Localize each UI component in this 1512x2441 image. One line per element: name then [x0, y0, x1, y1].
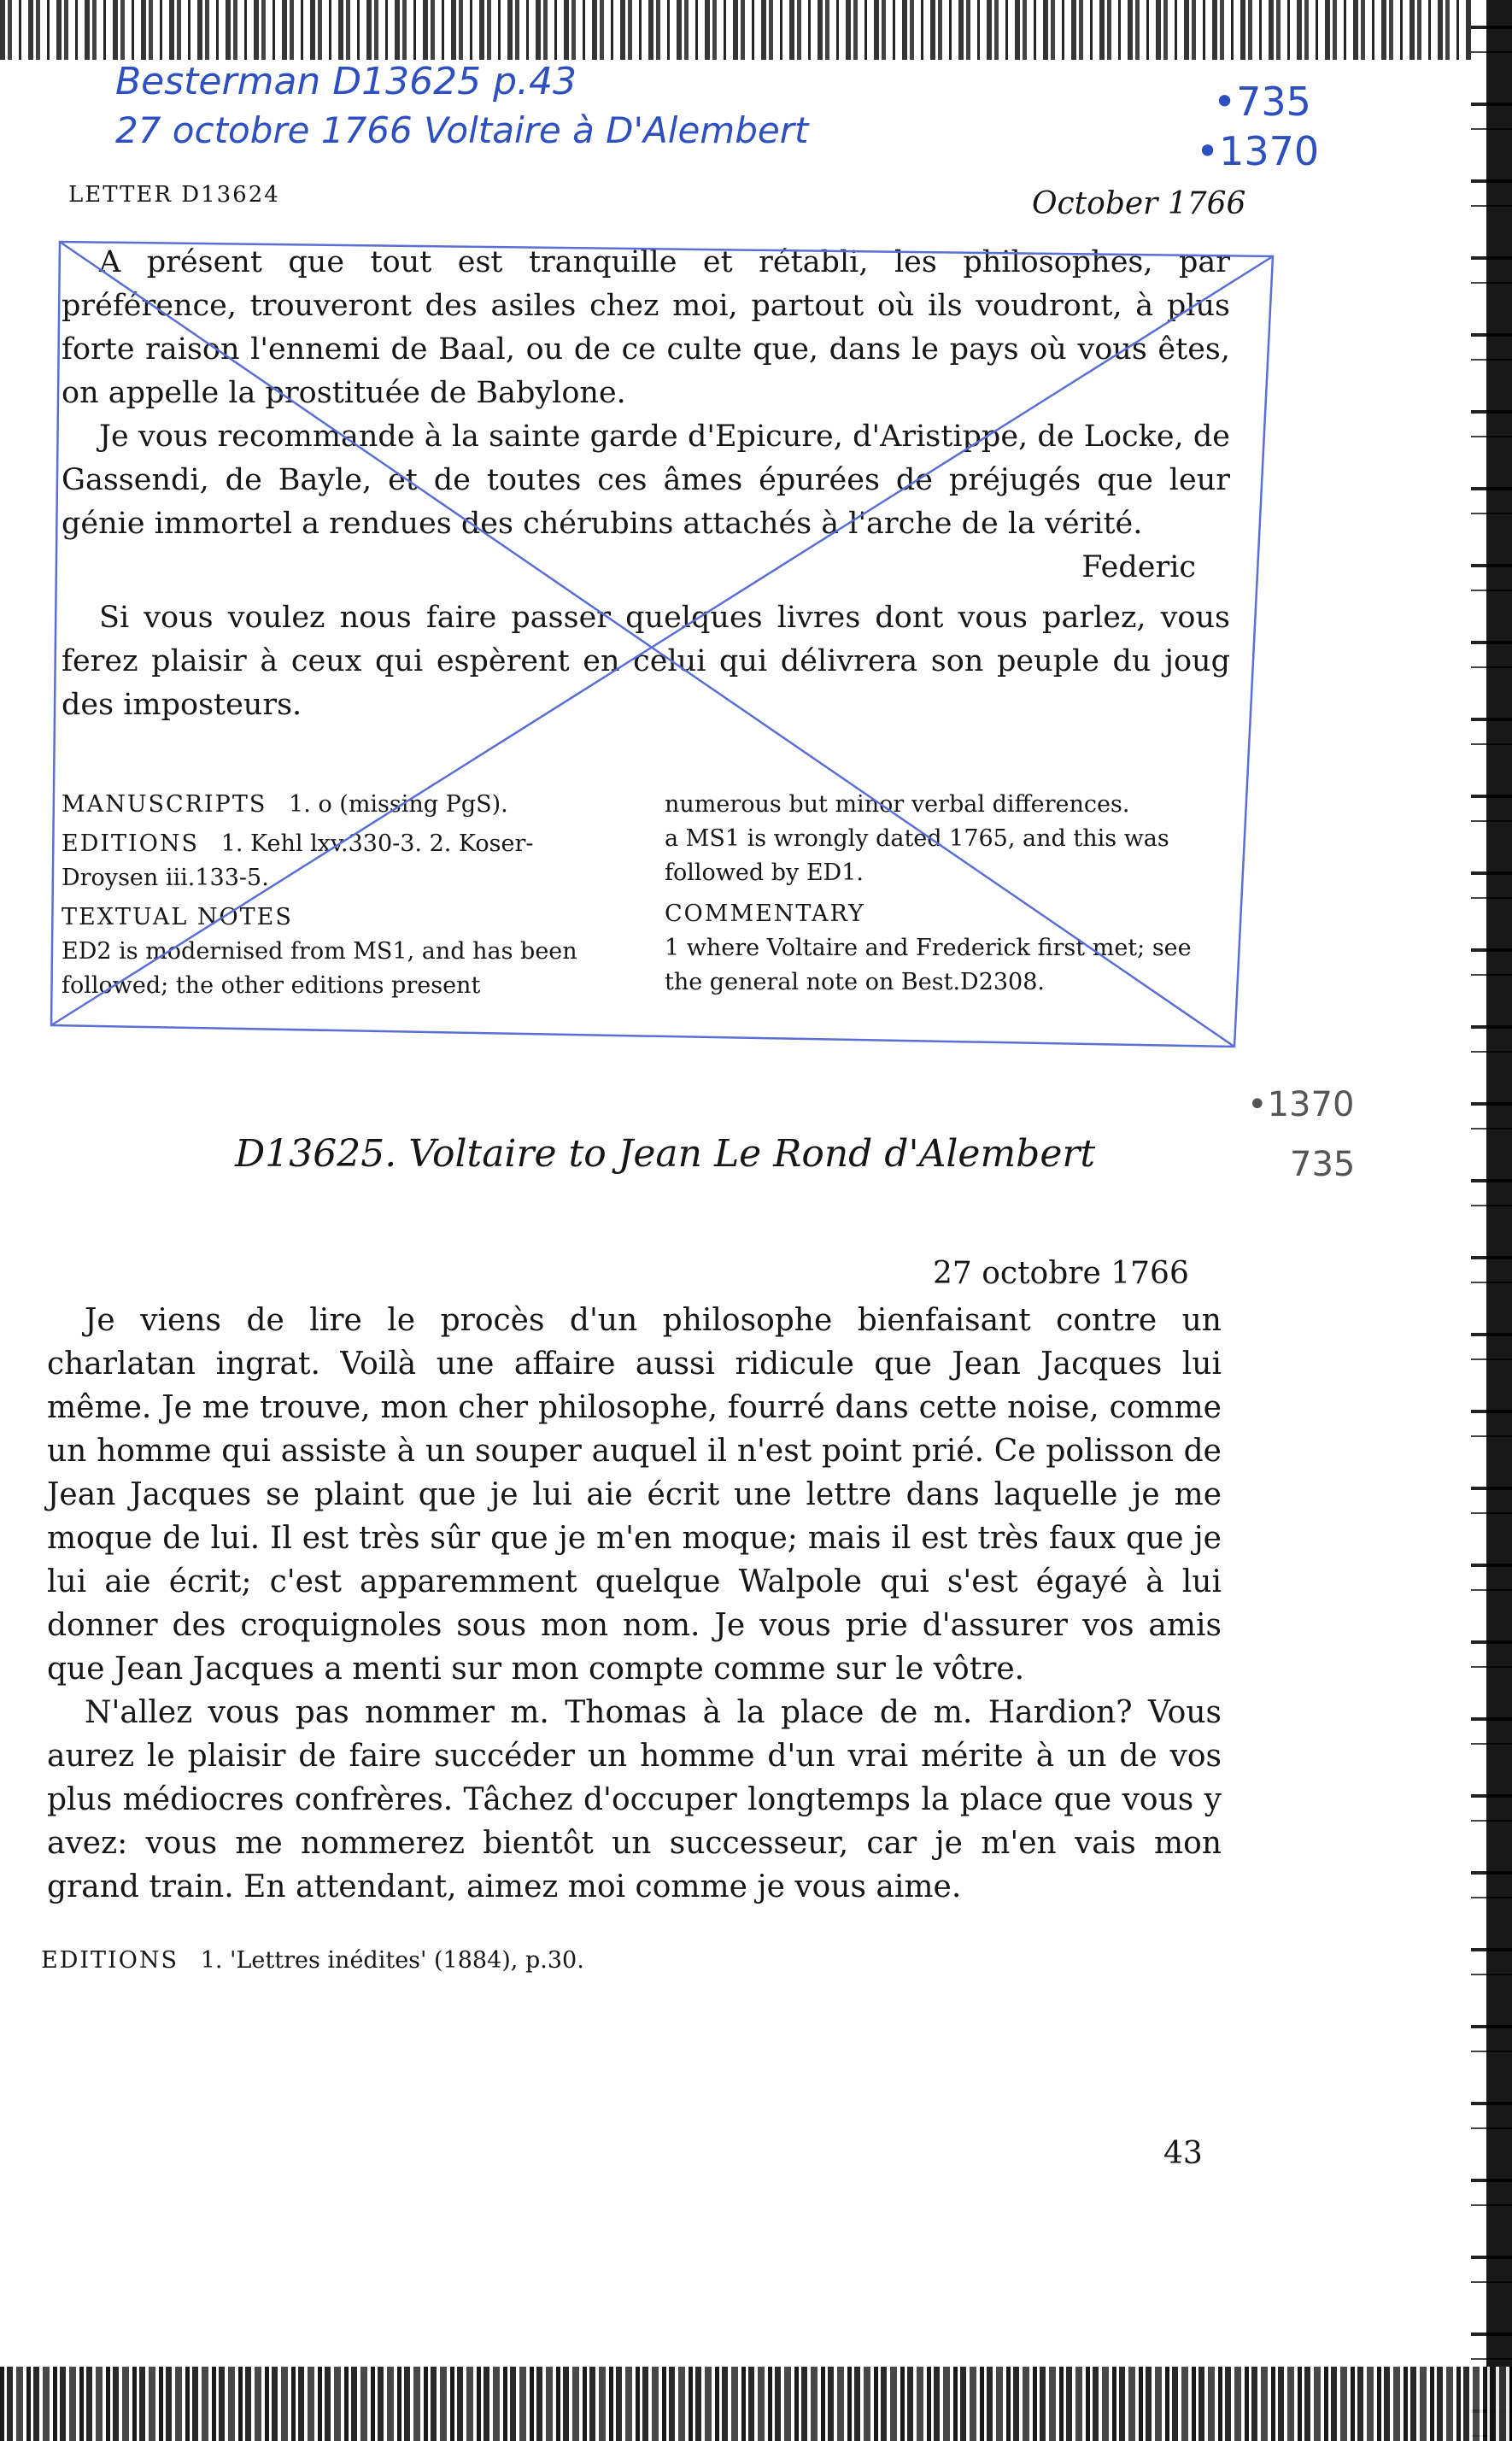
- previous-letter-postscript: Si vous voulez nous faire passer quelques livres dont vous parlez, vous ferez plaisir à ceux qui espèrent en celui qui délivrera son peuple du joug des imposteurs.: [62, 601, 1230, 722]
- editions-label: EDITIONS: [62, 830, 199, 857]
- annotation-date: 27 octobre 1766 Voltaire à D'Alembert: [115, 109, 809, 151]
- textual-notes-text: ED2 is modernised from MS1, and has been followed; the other editions present: [62, 938, 577, 999]
- main-letter-paragraph-1: Je viens de lire le procès d'un philosophe bienfaisant contre un charlatan ingrat. Voilà une affaire aussi ridicule que Jean Jacques lui même. Je me trouve, mon cher philosophe, fourré dans cette noise, comme un homme qui assiste à un souper auquel il n'est point prié. Ce polisson de Jean Jacques se plaint que je lui aie écrit une lettre dans laquelle je me moque de lui. Il est très sûr que je m'en moque; mais il est très faux que je lui aie écrit; c'est apparemment quelque Walpole qui s'est égayé à lui donner des croquignoles sous mon nom. Je vous prie d'assurer vos amis que Jean Jacques a menti sur mon compte comme sur le vôtre.: [47, 1303, 1222, 1687]
- letter-date: 27 octobre 1766: [933, 1256, 1189, 1291]
- previous-letter-paragraph-2: Je vous recommande à la sainte garde d'Epicure, d'Aristippe, de Locke, de Gassendi, de Bayle, et de toutes ces âmes épurées de préjugés que leur génie immortel a rendues des chérubins attachés à l'arche de la vérité.: [62, 420, 1230, 541]
- annotation-number-2: •1370: [1196, 128, 1320, 174]
- editions-text: 1. Kehl lxv.330-3. 2. Koser-Droysen iii.133-5.: [62, 830, 534, 891]
- page-number: 43: [1163, 2136, 1203, 2171]
- dating-note: a MS1 is wrongly dated 1765, and this was followed by ED1.: [665, 825, 1169, 886]
- manuscripts-text: 1. o (missing PgS).: [289, 791, 508, 818]
- textual-notes-label: TEXTUAL NOTES: [62, 904, 293, 930]
- crossed-out-frame: [0, 0, 1512, 1068]
- textual-notes-continued: numerous but minor verbal differences.: [665, 791, 1130, 818]
- commentary-label: COMMENTARY: [665, 901, 865, 927]
- margin-note-1: •1370: [1247, 1085, 1355, 1124]
- annotation-reference: Besterman D13625 p.43: [115, 60, 577, 103]
- previous-letter-signature: Federic: [1081, 550, 1196, 584]
- scan-noise-bottom: [0, 2367, 1512, 2441]
- main-editions-text: 1. 'Lettres inédites' (1884), p.30.: [200, 1947, 584, 1974]
- annotation-number-1: •735: [1213, 79, 1311, 125]
- commentary-text: 1 where Voltaire and Frederick first met; see the general note on Best.D2308.: [665, 935, 1192, 995]
- main-letter-paragraph-2: N'allez vous pas nommer m. Thomas à la place de m. Hardion? Vous aurez le plaisir de faire succéder un homme d'un vrai mérite à un de vos plus médiocres confrères. Tâchez d'occuper longtemps la place que vous y avez: vous me nommerez bientôt un successeur, car je m'en vais mon grand train. En attendant, aimez moi comme je vous aime.: [47, 1695, 1222, 1904]
- main-editions-label: EDITIONS: [41, 1947, 179, 1974]
- manuscripts-label: MANUSCRIPTS: [62, 791, 267, 818]
- margin-note-2: 735: [1290, 1145, 1356, 1184]
- previous-letter-paragraph-1: A présent que tout est tranquille et rétabli, les philosophes, par préférence, trouveront des asiles chez moi, partout où ils voudront, à plus forte raison l'ennemi de Baal, ou de ce culte que, dans le pays où vous êtes, on appelle la prostituée de Babylone.: [62, 245, 1230, 410]
- main-letter: [47, 1299, 1222, 1909]
- main-editions: [41, 1944, 656, 1978]
- running-header-right: October 1766: [1032, 186, 1246, 221]
- running-header-left: LETTER D13624: [68, 182, 280, 208]
- letter-title: D13625. Voltaire to Jean Le Rond d'Alembert: [235, 1132, 1096, 1176]
